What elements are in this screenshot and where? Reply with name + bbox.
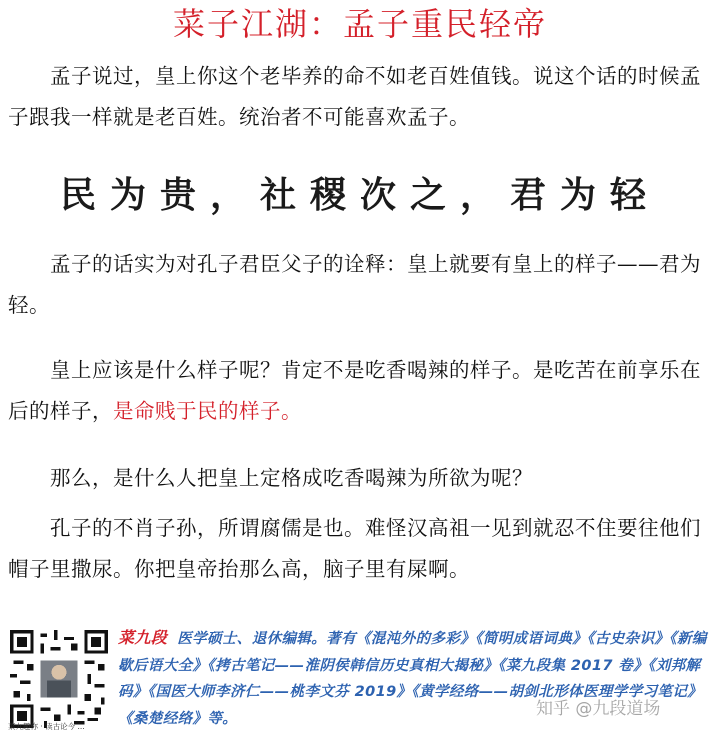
qr-caption: 菜九趣你 · 读古论今 ... [8, 722, 85, 731]
paragraph-5-text: 孔子的不肖子孙，所谓腐儒是也。难怪汉高祖一见到就忍不住要往他们帽子里撒尿。你把皇帝抬那么高，脑子里有屎啊。 [8, 516, 701, 581]
zhihu-watermark: 知乎 @九段道场 [536, 699, 661, 719]
paragraph-3-text: 皇上应该是什么样子呢？肯定不是吃香喝辣的样子。是吃苦在前享乐在后的样子， [8, 358, 701, 423]
paragraph-3 [8, 350, 714, 432]
paragraph-1-text: 孟子说过，皇上你这个老毕养的命不如老百姓值钱。说这个话的时候孟子跟我一样就是老百姓。统治者不可能喜欢孟子。 [8, 64, 701, 129]
paragraph-3-highlight: 是命贱于民的样子。 [113, 399, 302, 423]
author-name: 菜九段 [118, 628, 168, 647]
paragraph-4-text: 那么，是什么人把皇上定格成吃香喝辣为所欲为呢？ [50, 466, 533, 490]
calligraphy-quote: 民为贵，社稷次之，君为轻 [59, 175, 660, 216]
paragraph-1 [8, 56, 714, 138]
paragraph-5 [8, 508, 714, 590]
article-title: 菜子江湖：孟子重民轻帝 [172, 5, 547, 43]
author-bio-text: 医学硕士、退休编辑。著有《混沌外的多彩》《简明成语词典》《古史杂识》《新编歇后语大全》《拷古笔记——淮阴侯韩信历史真相大揭秘》《菜九段集 2017 卷》《刘邦解码》《国医大师李济仁——桃李文芬 2019》《黄学经络——胡剑北形体医理学学习笔记》《桑楚经络》等。 [118, 631, 707, 727]
paragraph-2 [8, 244, 714, 326]
paragraph-2-text: 孟子的话实为对孔子君臣父子的诠释：皇上就要有皇上的样子——君为轻。 [8, 252, 701, 317]
paragraph-4 [8, 458, 714, 499]
qr-code-icon [10, 630, 108, 728]
